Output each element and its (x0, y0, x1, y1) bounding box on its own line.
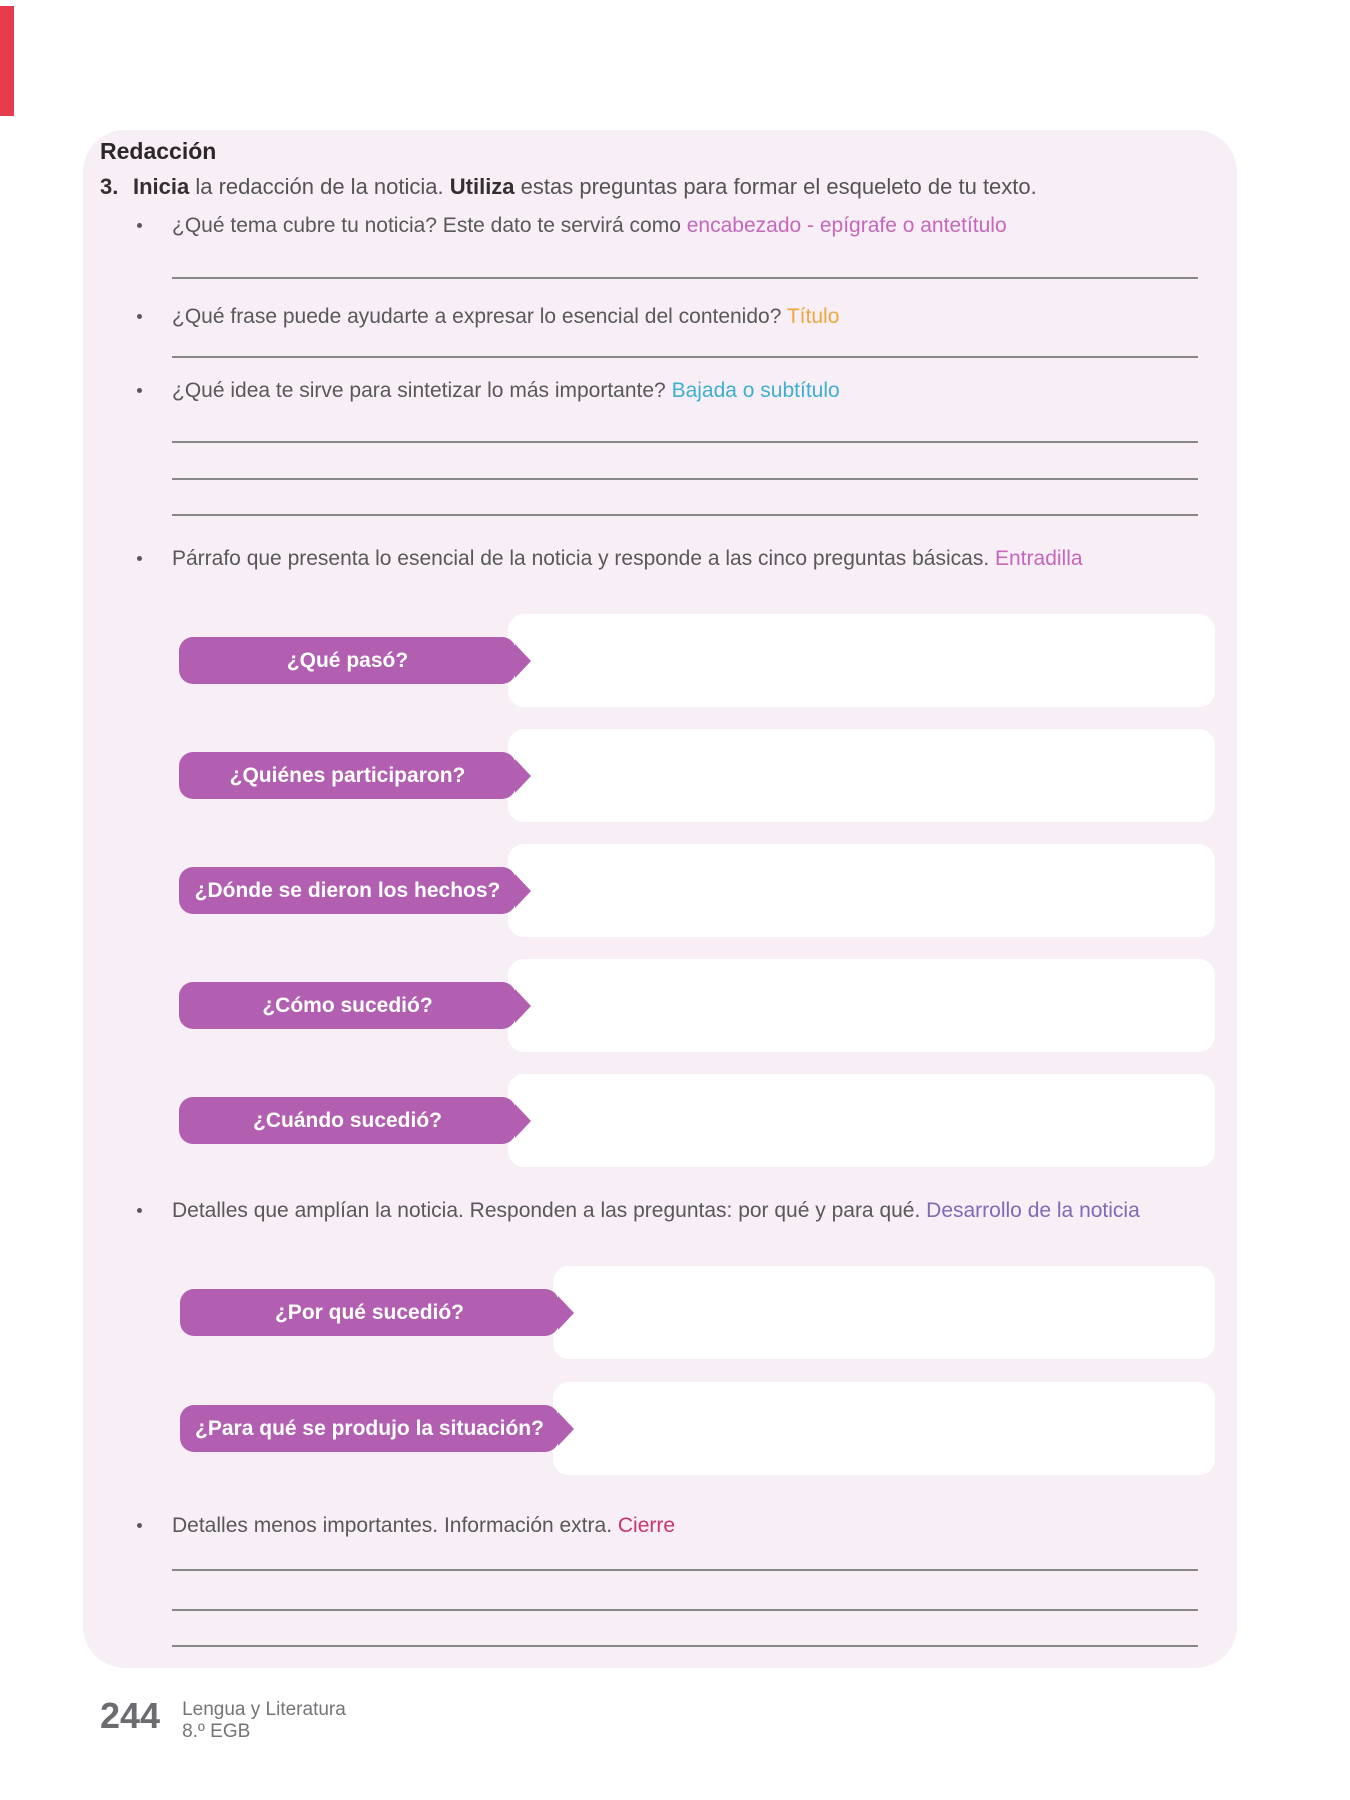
question-label: ¿Qué pasó? (286, 649, 409, 672)
exercise-verb: Inicia (133, 174, 190, 199)
question-bubble (179, 982, 516, 1029)
write-line[interactable] (172, 1569, 1198, 1571)
book-grade: 8.º EGB (182, 1721, 251, 1742)
keyword-subtitulo: Bajada o subtítulo (671, 379, 840, 402)
question-bubble (179, 1097, 516, 1144)
write-line[interactable] (172, 478, 1198, 480)
question-bubble (180, 1405, 559, 1452)
bullet-icon (137, 1523, 142, 1528)
write-line[interactable] (172, 441, 1198, 443)
bullet-icon (137, 314, 142, 319)
answer-box[interactable] (508, 959, 1215, 1052)
qa-row (83, 729, 1237, 822)
bubble-arrow-icon (558, 1412, 574, 1446)
keyword-titulo: Título (786, 305, 840, 328)
answer-box[interactable] (553, 1382, 1215, 1475)
write-line[interactable] (172, 277, 1198, 279)
qa-row (83, 844, 1237, 937)
qa-row (83, 614, 1237, 707)
write-line[interactable] (172, 1645, 1198, 1647)
section-heading: Redacción (100, 138, 217, 164)
answer-box[interactable] (553, 1266, 1215, 1359)
bullet-item: ¿Qué tema cubre tu noticia? Este dato te servirá como encabezado - epígrafe o antetítulo (137, 213, 1007, 238)
qa-row (83, 1382, 1237, 1475)
question-label: ¿Dónde se dieron los hechos? (194, 879, 501, 902)
question-label: ¿Por qué sucedió? (274, 1301, 465, 1324)
write-line[interactable] (172, 356, 1198, 358)
question-label: ¿Para qué se produjo la situación? (195, 1417, 544, 1440)
bullet-item: Detalles que amplían la noticia. Responden a las preguntas: por qué y para qué. Desarrollo de la noticia (137, 1198, 1140, 1223)
qa-row (83, 1074, 1237, 1167)
book-info (182, 1699, 346, 1743)
question-bubble (179, 752, 516, 799)
exercise-instruction: 3. Inicia la redacción de la noticia. Utiliza estas preguntas para formar el esqueleto de tu texto. (100, 174, 1037, 199)
write-line[interactable] (172, 1609, 1198, 1611)
bubble-arrow-icon (515, 644, 531, 678)
question-bubble (179, 637, 516, 684)
question-label: ¿Cómo sucedió? (262, 994, 433, 1017)
bubble-arrow-icon (558, 1296, 574, 1330)
bubble-arrow-icon (515, 874, 531, 908)
page-edge-color-tab (0, 6, 14, 116)
keyword-antetitulo: encabezado - epígrafe o antetítulo (686, 214, 1007, 237)
bullet-item: Detalles menos importantes. Información extra. Cierre (137, 1513, 675, 1538)
bullet-item: Párrafo que presenta lo esencial de la noticia y responde a las cinco preguntas básicas. Entradilla (137, 546, 1083, 571)
qa-row (83, 1266, 1237, 1359)
write-line[interactable] (172, 514, 1198, 516)
answer-box[interactable] (508, 729, 1215, 822)
question-bubble (180, 1289, 559, 1336)
answer-box[interactable] (508, 1074, 1215, 1167)
keyword-cierre: Cierre (617, 1514, 676, 1537)
book-subject: Lengua y Literatura (182, 1699, 346, 1720)
bubble-arrow-icon (515, 989, 531, 1023)
question-label: ¿Cuándo sucedió? (253, 1109, 442, 1132)
worksheet-panel (83, 130, 1237, 1668)
question-bubble (179, 867, 516, 914)
bullet-icon (137, 1208, 142, 1213)
bullet-icon (137, 388, 142, 393)
bullet-icon (137, 223, 142, 228)
exercise-verb: Utiliza (449, 174, 515, 199)
keyword-entradilla: Entradilla (995, 547, 1083, 570)
bubble-arrow-icon (515, 759, 531, 793)
bullet-item: ¿Qué frase puede ayudarte a expresar lo esencial del contenido? Título (137, 304, 839, 329)
answer-box[interactable] (508, 614, 1215, 707)
page-number: 244 (100, 1695, 161, 1736)
qa-row (83, 959, 1237, 1052)
bubble-arrow-icon (515, 1104, 531, 1138)
bullet-item: ¿Qué idea te sirve para sintetizar lo más importante? Bajada o subtítulo (137, 378, 840, 403)
answer-box[interactable] (508, 844, 1215, 937)
question-label: ¿Quiénes participaron? (229, 764, 466, 787)
bullet-icon (137, 556, 142, 561)
exercise-number: 3. (100, 174, 119, 199)
keyword-desarrollo: Desarrollo de la noticia (926, 1199, 1140, 1222)
page-footer (100, 1697, 346, 1743)
